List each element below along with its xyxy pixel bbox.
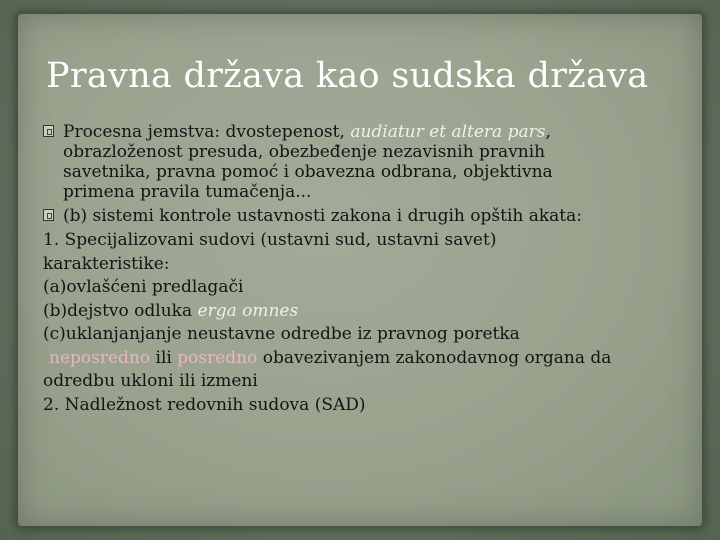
square-bullet-icon	[43, 209, 54, 221]
bullet-item-control	[43, 206, 693, 226]
highlighted-word: posredno	[177, 347, 258, 368]
bullet-item-procedural	[43, 122, 693, 202]
slide-body	[43, 122, 693, 417]
bullet-line: (b) sistemi kontrole ustavnosti zakona i drugih opštih akata:	[63, 206, 583, 226]
bullet-line: obrazloženost presuda, obezbeđenje nezavisnih pravnih	[63, 142, 546, 162]
slide-title: Pravna država kao sudska država	[46, 56, 649, 96]
text-line: (b)dejstvo odluka erga omnes	[43, 300, 299, 321]
text-line: karakteristike:	[43, 253, 170, 274]
text-line: 2. Nadležnost redovnih sudova (SAD)	[43, 394, 366, 415]
square-bullet-icon	[43, 125, 54, 137]
bullet-line: Procesna jemstva: dvostepenost, audiatur et altera pars,	[63, 122, 551, 142]
highlighted-word: neposredno	[49, 347, 151, 368]
text-line: (c)uklanjanjanje neustavne odredbe iz pravnog poretka	[43, 324, 520, 344]
body-lines	[43, 229, 693, 417]
bullet-line: primena pravila tumačenja...	[63, 182, 312, 202]
text-line: neposredno ili posredno obavezivanjem zakonodavnog organa da	[49, 347, 612, 368]
latin-phrase: audiatur et altera pars	[350, 122, 546, 142]
text-line: 1. Specijalizovani sudovi (ustavni sud, ustavni savet)	[43, 230, 497, 250]
text-line: (a)ovlašćeni predlagači	[43, 277, 244, 297]
text-line: odredbu ukloni ili izmeni	[43, 371, 258, 391]
bullet-line: savetnika, pravna pomoć i obavezna odbrana, objektivna	[63, 162, 553, 182]
latin-phrase: erga omnes	[197, 300, 299, 321]
